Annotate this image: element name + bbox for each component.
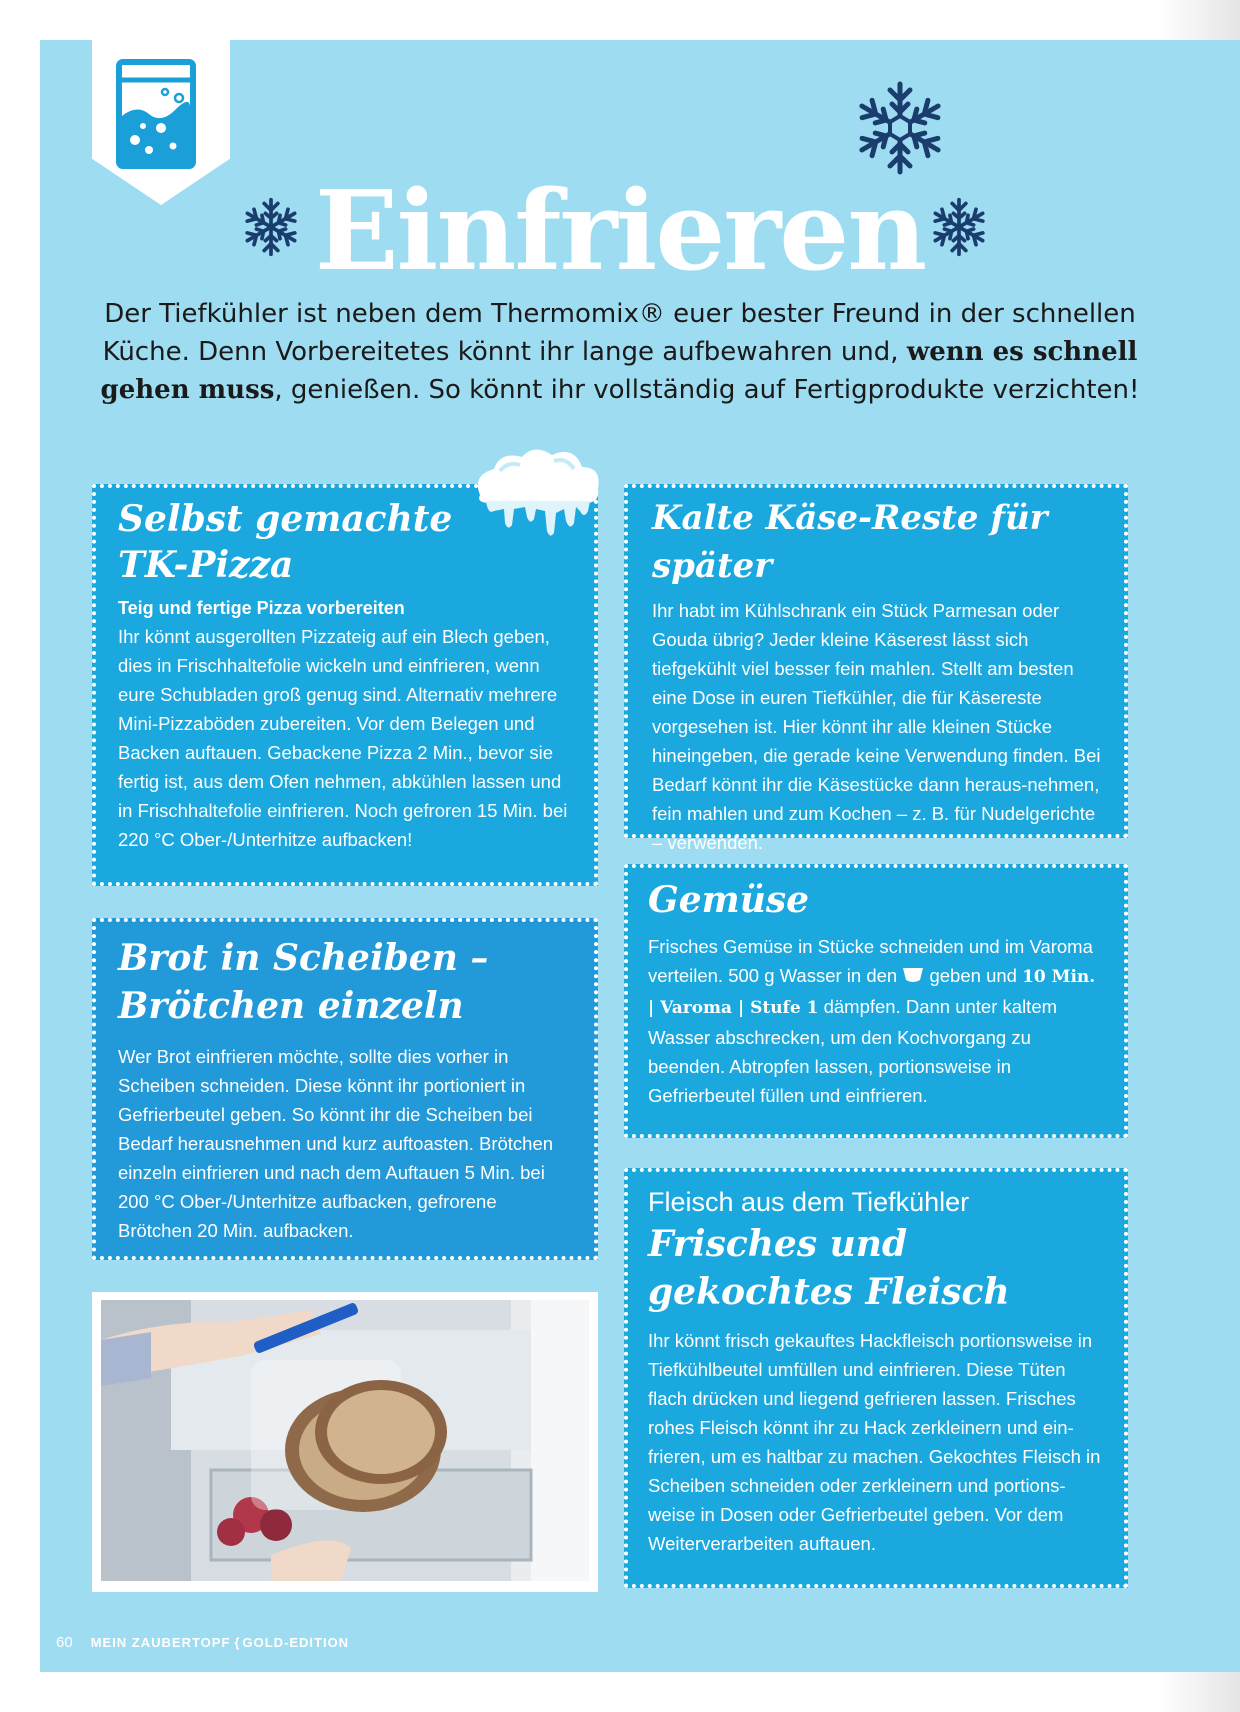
gemuese-body-part2: geben und: [924, 965, 1023, 986]
pizza-title-line1: Selbst gemachte: [118, 498, 453, 540]
mixing-bowl-icon: [902, 966, 924, 984]
ice-cloud-decoration: [470, 445, 605, 540]
snowflake-icon: [850, 78, 950, 178]
pizza-subhead: Teig und fertige Pizza vorbereiten: [118, 598, 405, 618]
freezer-photo: [101, 1300, 589, 1581]
gemuese-title: Gemüse: [648, 879, 810, 921]
brot-body: Wer Brot einfrieren möchte, sollte dies vorher in Scheiben schneiden. Diese könnt ihr portioniert in Gefrierbeutel geben. So könnt ihr die Scheiben bei Bedarf herausnehmen und kurz auftoasten. Brötchen einzeln einfrieren und nach dem Auftauen 5 Min. bei 200 °C Ober-/Unterhitze aufbacken, gefrorene Brötchen 20 Min. aufbacken.: [118, 1046, 554, 1241]
kaese-body: Ihr habt im Kühlschrank ein Stück Parmesan oder Gouda übrig? Jeder kleine Käserest lässt sich tiefgekühlt viel besser fein mahlen. Stellt am besten eine Dose in euren Tiefkühler, die für Käsereste vorgesehen ist. Hier könnt ihr alle kleinen Stücke hineingeben, die gerade keine Verwendung finden. Bei Bedarf könnt ihr die Käsestücke dann heraus-nehmen, fein mahlen und zum Kochen – z. B. für Nudelgerichte – verwenden.: [652, 600, 1101, 853]
intro-bold: wenn es schnell gehen muss: [100, 337, 1138, 405]
brot-title-line1: Brot in Scheiben –: [118, 937, 489, 979]
fleisch-body: Ihr könnt frisch gekauftes Hackfleisch portionsweise in Tiefkühlbeutel umfüllen und einfrieren. Diese Tüten flach drücken und liegend gefrieren lassen. Frisches rohes Fleisch könnt ihr zu Hack zerkleinern und ein-frieren, um es haltbar zu machen. Gekochtes Fleisch in Scheiben schneiden oder zerkleinern und portions-weise in Dosen oder Gefrierbeutel geben. Vor dem Weiterverarbeiten auftauen.: [648, 1330, 1101, 1554]
page-number: 60: [56, 1634, 73, 1651]
footer-brand: MEIN ZAUBERTOPF: [90, 1635, 231, 1650]
brot-title: [118, 934, 574, 1030]
pizza-title-line2: TK-Pizza: [118, 544, 294, 586]
page-title: Einfrieren: [314, 166, 926, 295]
footer-edition: GOLD-EDITION: [242, 1635, 350, 1650]
fleisch-title-line2: gekochtes Fleisch: [648, 1271, 1010, 1313]
pizza-box: [92, 484, 598, 886]
pizza-body: Ihr könnt ausgerollten Pizzateig auf ein Blech geben, dies in Frischhaltefolie wickeln und einfrieren, wenn eure Schubladen groß genug sind. Alternativ mehrere Mini-Pizzaböden zubereiten. Vor dem Belegen und Backen auftauen. Gebackene Pizza 2 Min., bevor sie fertig ist, aus dem Ofen nehmen, abkühlen lassen und in Frischhaltefolie einfrieren. Noch gefroren 15 Min. bei 220 °C Ober-/Unterhitze aufbacken!: [118, 626, 568, 850]
freezer-bread-image: [101, 1300, 589, 1581]
gemuese-body-part3: dämpfen. Dann unter kaltem Wasser abschrecken, um den Kochvorgang zu beenden. Abtropfen lassen, portionsweise in Gefrierbeutel füllen und einfrieren.: [648, 996, 1058, 1106]
brot-box: [92, 918, 598, 1260]
gemuese-body: [648, 932, 1104, 1110]
kaese-title: Kalte Käse-Reste für später: [652, 498, 1048, 586]
gemuese-body-part1: Frisches Gemüse in Stücke schneiden und im Varoma verteilen. 500 g Wasser in den: [648, 936, 1093, 986]
footer-separator: {: [234, 1635, 241, 1650]
gemuese-box: [624, 864, 1128, 1138]
fleisch-kicker: Fleisch aus dem Tiefkühler: [648, 1187, 970, 1217]
kaese-box: [624, 484, 1128, 853]
intro-part1: Der Tiefkühler ist neben dem Thermomix® euer bester Freund in der schnellen Küche. Denn Vorbereitetes könnt ihr lange aufbewahren und,: [102, 299, 1136, 367]
fleisch-title: [648, 1220, 1104, 1316]
fleisch-title-line1: Frisches und: [648, 1223, 908, 1265]
intro-text: [100, 295, 1140, 409]
freezer-bag-icon: [115, 58, 197, 170]
intro-part2: , genießen. So könnt ihr vollständig auf Fertigprodukte verzichten!: [274, 375, 1140, 405]
brot-title-line2: Brötchen einzeln: [118, 985, 464, 1027]
page-footer: [56, 1634, 349, 1651]
gemuese-settings: 10 Min. | Varoma | Stufe 1: [648, 967, 1096, 1018]
fleisch-box: [624, 1168, 1128, 1588]
